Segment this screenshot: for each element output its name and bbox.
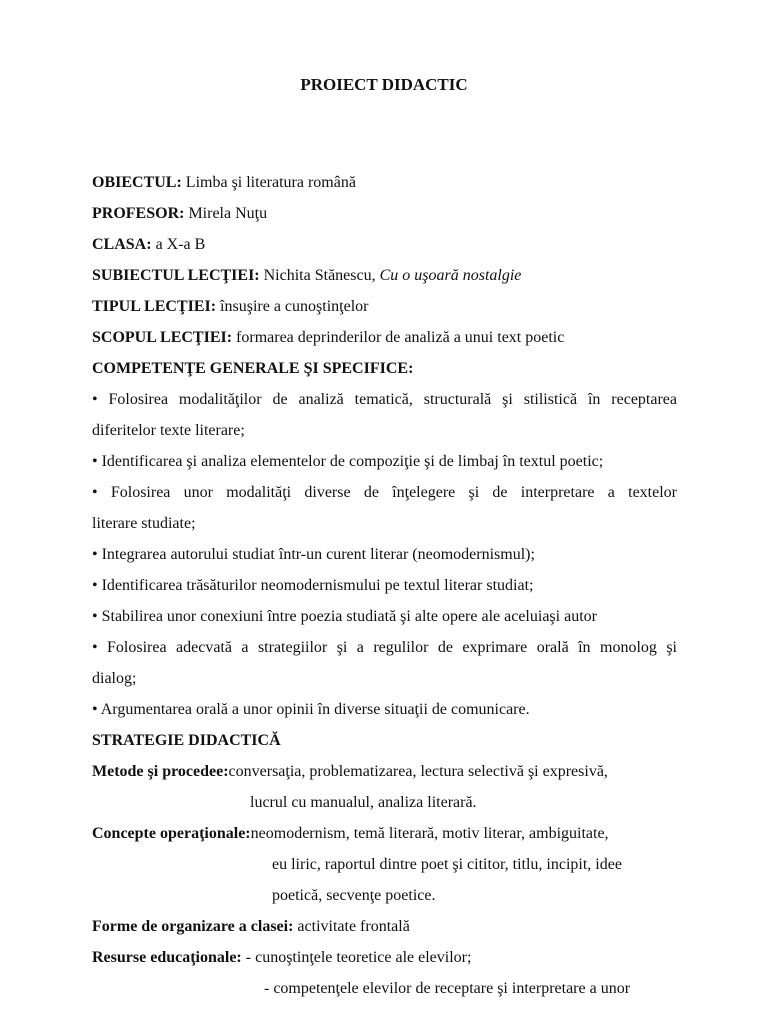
document-title: PROIECT DIDACTIC [300,75,468,94]
resurse-row-cont: - competenţele elevilor de receptare şi interpretare a unor [264,980,631,997]
forme-row [92,914,677,945]
field-label: OBIECTUL: [92,174,182,191]
strategie-heading: STRATEGIE DIDACTICĂ [92,732,281,749]
document-body [92,170,677,1007]
field-label: TIPUL LECŢIEI: [92,298,217,315]
competenta-item: • Folosirea adecvată a strategiilor şi a regulilor de exprimare orală în monolog şi [92,639,677,656]
field-value: a X-a B [155,236,206,253]
field-clasa [92,232,677,263]
resurse-value: - cunoştinţele teoretice ale elevilor; [245,949,472,966]
metode-label: Metode şi procedee: [92,763,229,780]
competenta-item: • Folosirea modalităţilor de analiză tematică, structurală şi stilistică în receptarea [92,391,677,408]
concepte-row [92,821,677,852]
work-title: Cu o uşoară nostalgie [379,267,522,284]
field-value: însuşire a cunoştinţelor [220,298,369,315]
field-value: formarea deprinderilor de analiză a unui text poetic [236,329,565,346]
concepte-row-cont: eu liric, raportul dintre poet şi cititor, titlu, incipit, idee [272,856,622,873]
metode-row [92,759,677,790]
field-tipul [92,294,677,325]
competenta-item: • Identificarea trăsăturilor neomodernismului pe textul literar studiat; [92,577,534,594]
resurse-label: Resurse educaţionale: [92,949,242,966]
metode-value: conversaţia, problematizarea, lectura selectivă şi expresivă, [228,763,608,780]
competenta-item: • Folosirea unor modalităţi diverse de înţelegere şi de interpretare a textelor [92,484,677,501]
competenta-item-cont: literare studiate; [92,515,196,532]
field-value: Limba şi literatura română [185,174,356,191]
field-obiectul [92,170,677,201]
competenta-item-cont: dialog; [92,670,137,687]
resurse-row [92,945,677,976]
field-scopul [92,325,677,356]
competenta-item: • Stabilirea unor conexiuni între poezia studiată şi alte opere ale aceluiaşi autor [92,608,597,625]
competenta-item: • Argumentarea orală a unor opinii în diverse situaţii de comunicare. [92,701,530,718]
field-value: Mirela Nuţu [188,205,268,222]
forme-value: activitate frontală [297,918,410,935]
competenta-item: • Integrarea autorului studiat într-un curent literar (neomodernismul); [92,546,535,563]
concepte-label: Concepte operaţionale: [92,825,251,842]
competente-heading: COMPETENŢE GENERALE ŞI SPECIFICE: [92,360,414,377]
concepte-value: neomodernism, temă literară, motiv literar, ambiguitate, [250,825,609,842]
concepte-row-cont: poetică, secvenţe poetice. [272,887,436,904]
field-label: CLASA: [92,236,152,253]
field-profesor [92,201,677,232]
field-label: PROFESOR: [92,205,185,222]
field-subiectul [92,263,677,294]
field-label: SUBIECTUL LECŢIEI: [92,267,260,284]
forme-label: Forme de organizare a clasei: [92,918,294,935]
field-value: Nichita Stănescu, [263,267,376,284]
field-label: SCOPUL LECŢIEI: [92,329,233,346]
metode-row-cont: lucrul cu manualul, analiza literară. [250,794,477,811]
competenta-item-cont: diferitelor texte literare; [92,422,245,439]
competenta-item: • Identificarea şi analiza elementelor de compoziţie şi de limbaj în textul poetic; [92,453,604,470]
